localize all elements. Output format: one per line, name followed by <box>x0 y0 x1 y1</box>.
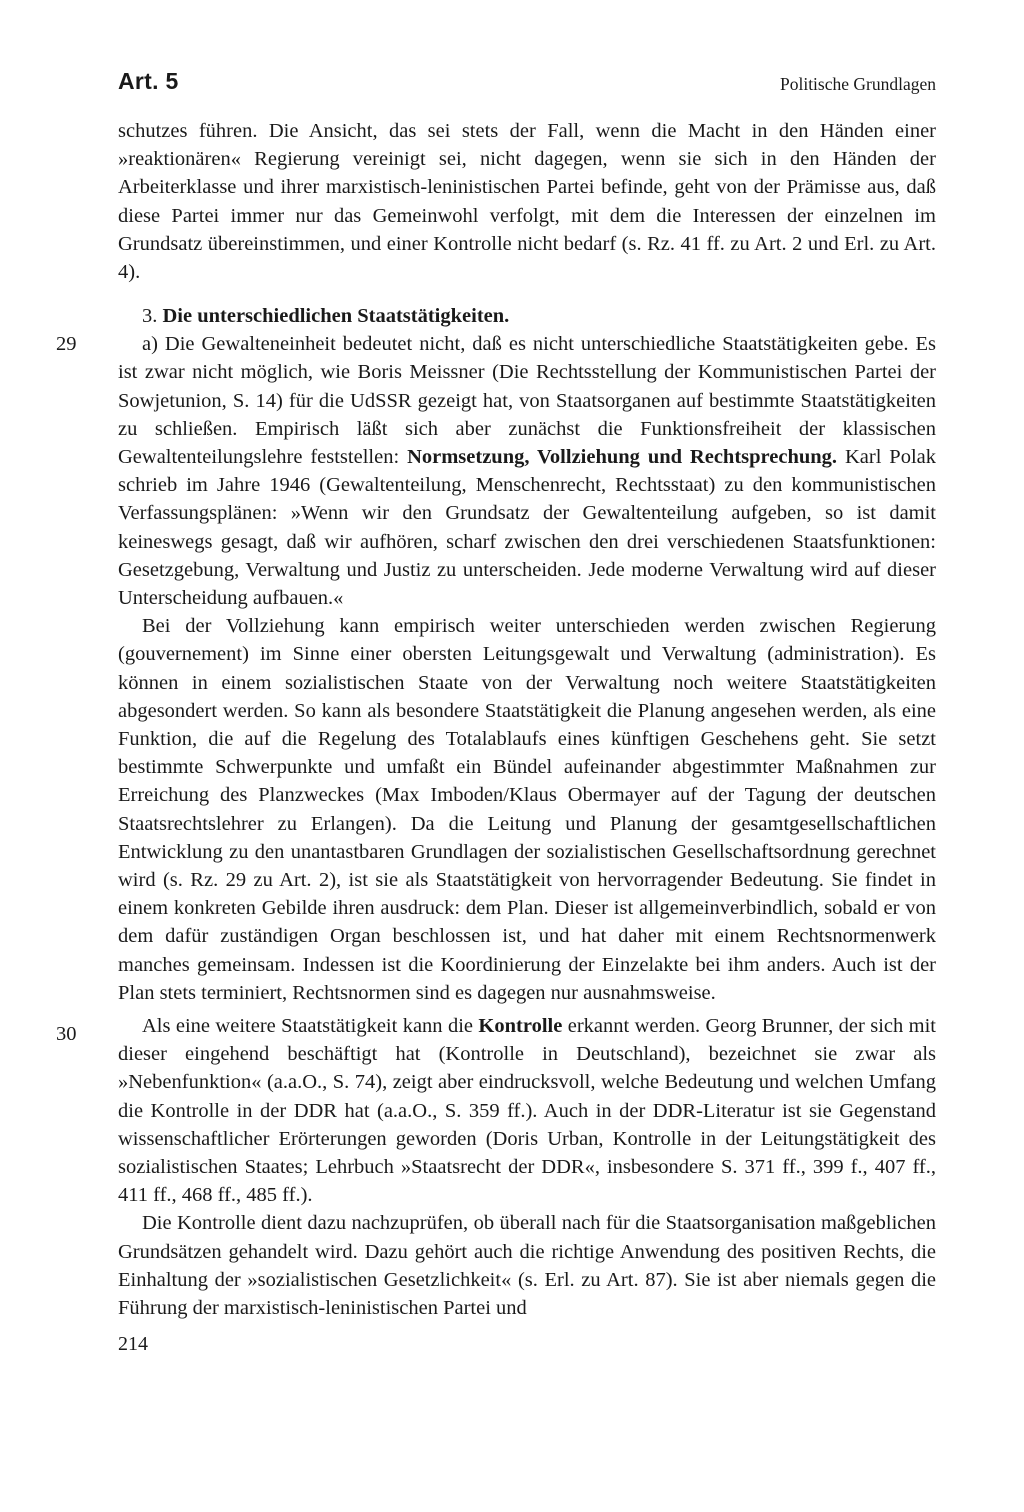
page-number: 214 <box>118 1333 148 1355</box>
paragraph-1: schutzes führen. Die Ansicht, das sei stets der Fall, wenn die Macht in den Händen einer »reaktionären« Regierung vereinigt sei, nicht dagegen, wenn sie sich in den Händen der Arbeiterklasse und ihrer marxistisch-leninistischen Partei befinde, geht von der Prämisse aus, daß diese Partei immer nur das Gemeinwohl verfolgt, mit dem die Interessen der einzelnen im Grundsatz übereinstimmen, und einer Kontrolle nicht bedarf (s. Rz. 41 ff. zu Art. 2 und Erl. zu Art. 4). <box>118 120 936 284</box>
section-heading <box>118 302 936 330</box>
margin-number-30: 30 <box>56 1023 77 1045</box>
paragraph-continuation <box>118 117 936 286</box>
running-head-article: Art. 5 <box>118 68 179 94</box>
paragraph-4-part-1: Als eine weitere Staatstätigkeit kann die <box>142 1015 479 1037</box>
paragraph-5: Die Kontrolle dient dazu nachzuprüfen, ob überall nach für die Staatsorganisation maßgeblichen Grundsätzen gehandelt wird. Dazu gehört auch die richtige Anwendung des positiven Rechts, die Einhaltung der »sozialistischen Gesetzlichkeit« (s. Erl. zu Art. 87). Sie ist aber niemals gegen die Führung der marxistisch-leninistischen Partei und <box>118 1212 936 1320</box>
paragraph-3: Bei der Vollziehung kann empirisch weiter unterschieden werden zwischen Regierung (gouvernement) im Sinne einer obersten Leitungsgewalt und Verwaltung (administration). Es können in einem sozialistischen Staate von der Verwaltung noch weitere Staatstätigkeiten abgesondert werden. So kann als besondere Staatstätigkeit die Planung angesehen werden, als eine Funktion, die auf die Regelung des Totalablaufs eines künftigen Geschehens geht. Sie setzt bestimmte Schwerpunkte und umfaßt ein Bündel aufeinander abgestimmter Maßnahmen zur Erreichung des Planzweckes (Max Imboden/Klaus Obermayer auf der Tagung der deutschen Staatsrechtslehrer zu Erlangen). Da die Leitung und Planung der gesamtgesellschaftlichen Entwicklung zu den unantastbaren Grundlagen der sozialistischen Gesellschaftsordnung gerechnet wird (s. Rz. 29 zu Art. 2), ist sie als Staatstätigkeit von hervorragender Bedeutung. Sie findet in einem konkreten Gebilde ihren ausdruck: dem Plan. Dieser ist allgemeinverbindlich, sobald er von dem dafür zuständigen Organ beschlossen ist, und hat daher mit einem Rechtsnormenwerk manches gemeinsam. Indessen ist die Koordinierung der Einzelakte bei ihm anders. Auch ist der Plan stets terminiert, Rechtsnormen sind es dagegen nur ausnahmsweise. <box>118 615 936 1004</box>
running-head-section: Politische Grundlagen <box>779 74 936 94</box>
paragraph-2-part-2: Karl Polak schrieb im Jahre 1946 (Gewaltenteilung, Menschenrecht, Rechtsstaat) zu den kommunistischen Verfassungsplänen: »Wenn wir den Grundsatz der Gewaltenteilung aufgeben, so ist damit keineswegs gesagt, daß wir aufhören, scharf zwischen den drei verschiedenen Staatsfunktionen: Gesetzgebung, Verwaltung und Justiz zu unterscheiden. Jede moderne Verwaltung wird auf dieser Unterscheidung aufbauen.« <box>118 446 936 610</box>
paragraph-2 <box>118 330 936 612</box>
section-kontrolle <box>118 1012 936 1322</box>
paragraph-4-part-2: erkannt werden. Georg Brunner, der sich mit dieser eingehend beschäftigt hat (Kontrolle in Deutschland), bezeichnet sie zwar als »Nebenfunktion« (a.a.O., S. 74), zeigt aber eindrucksvoll, welche Bedeutung und welchen Umfang die Kontrolle in der DDR hat (a.a.O., S. 359 ff.). Auch in der DDR-Literatur ist sie Gegenstand wissenschaftlicher Erörterungen geworden (Doris Urban, Kontrolle in der Leitungstätigkeit des sozialistischen Staates; Lehrbuch »Staatsrecht der DDR«, insbesondere S. 371 ff., 399 f., 407 ff., 411 ff., 468 ff., 485 ff.). <box>118 1015 936 1207</box>
section-3 <box>118 302 936 1007</box>
paragraph-4 <box>118 1012 936 1209</box>
paragraph-2-part-1: a) Die Gewalteneinheit bedeutet nicht, daß es nicht unterschiedliche Staatstätigkeiten gebe. Es ist zwar nicht möglich, wie Boris Meissner (Die Rechtsstellung der Kommunistischen Partei der Sowjetunion, S. 14) für die UdSSR gezeigt hat, von Staatsorganen auf bestimmte Staatstätigkeiten zu schließen. Empirisch läßt sich aber zunächst die Funktionsfreiheit der klassischen Gewaltenteilungslehre feststellen: <box>118 333 936 469</box>
paragraph-2-emphasis: Normsetzung, Vollziehung und Rechtsprechung. <box>407 446 838 469</box>
section-title: Die unterschiedlichen Staatstätigkeiten. <box>162 305 510 327</box>
margin-number-29: 29 <box>56 333 77 355</box>
section-number: 3. <box>142 305 158 327</box>
paragraph-4-emphasis: Kontrolle <box>478 1015 563 1037</box>
